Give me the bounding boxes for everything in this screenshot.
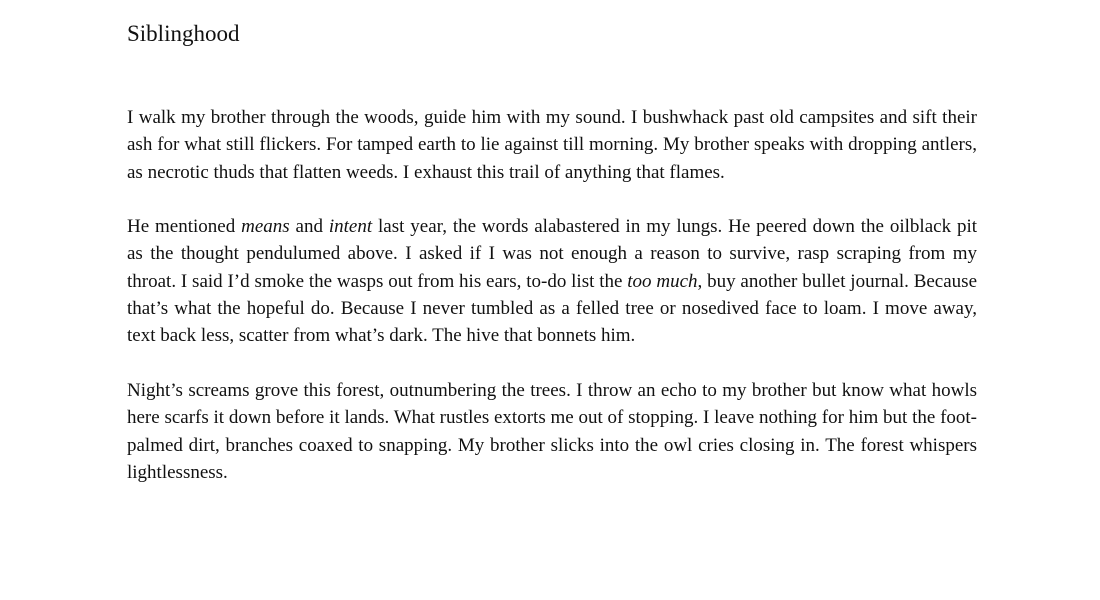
paragraph-2-text-4: , buy another bullet journal. Because that’s what the hopeful do. Because I never tumbled as a felled tree or nosedived face to loam. I move away, text back less, scatter from what’s dark. The hive that bonnets him.: [127, 270, 978, 347]
document-page: [127, 18, 977, 486]
poem-title: Siblinghood: [127, 21, 240, 46]
emphasis-too-much: too much: [627, 270, 698, 292]
paragraph-3: Night’s screams grove this forest, outnumbering the trees. I throw an echo to my brother but know what howls here scarfs it down before it lands. What rustles extorts me out of stopping. I leave nothing for him but the foot-palmed dirt, branches coaxed to snapping. My brother slicks into the owl cries closing in. The forest whispers lightlessness.: [127, 379, 977, 483]
paragraph-2: [127, 213, 977, 349]
poem-body: [127, 104, 977, 486]
paragraph-2-text-3: last year, the words alabastered in my lungs. He peered down the oilblack pit as the thought pendulumed above. I asked if I was not enough a reason to survive, rasp scraping from my throat. I said I’d smoke the wasps out from his ears, to-do list the: [127, 216, 977, 292]
emphasis-means: means: [241, 216, 290, 238]
paragraph-2-text-1: He mentioned: [127, 216, 242, 238]
paragraph-1: I walk my brother through the woods, guide him with my sound. I bushwhack past old campsites and sift their ash for what still flickers. For tamped earth to lie against till morning. My brother speaks with dropping antlers, as necrotic thuds that flatten weeds. I exhaust this trail of anything that flames.: [127, 107, 977, 183]
paragraph-2-text-2: and: [289, 216, 329, 238]
emphasis-intent: intent: [328, 216, 373, 238]
